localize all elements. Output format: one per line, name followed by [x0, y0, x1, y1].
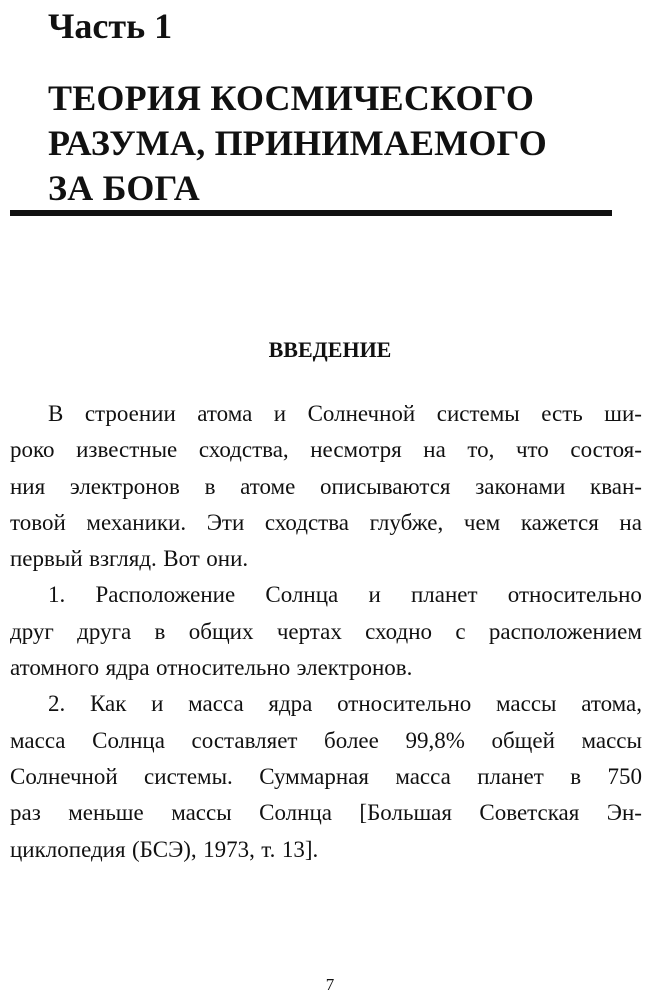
word: меньше	[68, 800, 144, 826]
part-title-line: ТЕОРИЯ КОСМИЧЕСКОГО	[48, 78, 535, 118]
text-line	[10, 505, 642, 541]
word: атомного	[10, 655, 100, 681]
word: Эн-	[606, 800, 642, 826]
word: на	[423, 437, 446, 463]
text-line	[10, 650, 642, 686]
word: друг	[10, 618, 54, 644]
text-line	[10, 541, 642, 577]
text-line	[10, 432, 642, 468]
part-title-line: РАЗУМА, ПРИНИМАЕМОГО	[48, 123, 547, 163]
word: В	[48, 401, 64, 426]
word: Солнечной	[10, 763, 118, 789]
word: взгляд.	[89, 546, 157, 572]
word: более	[324, 727, 379, 753]
word: Солнца	[92, 727, 165, 753]
part-label: Часть 1	[48, 6, 173, 46]
word: атоме	[240, 473, 296, 499]
word: товой	[10, 509, 66, 535]
word: массы	[171, 800, 232, 826]
word: роко	[10, 437, 55, 463]
word: известные	[76, 437, 178, 463]
word: Советская	[479, 800, 580, 826]
word: несмотря	[310, 437, 402, 463]
word: Расположение	[95, 582, 236, 608]
word: с	[455, 618, 466, 644]
word: Солнца	[265, 582, 339, 608]
text-line	[10, 832, 642, 868]
word: относительно	[507, 582, 642, 608]
word: Солнца	[259, 800, 332, 826]
word: относительно	[156, 655, 291, 681]
text-line	[10, 614, 642, 650]
word: электронов	[69, 473, 180, 499]
word: строении	[84, 401, 176, 426]
text-line	[10, 396, 642, 432]
word: чем	[463, 509, 501, 535]
word: общей	[491, 727, 555, 753]
word: Вот	[163, 546, 200, 572]
word: что	[515, 437, 549, 463]
word: и	[273, 401, 287, 426]
word: 99,8%	[405, 727, 465, 753]
word: 13].	[281, 836, 319, 862]
word: сходно	[365, 618, 433, 644]
section-heading: ВВЕДЕНИЕ	[268, 337, 392, 362]
word: на	[619, 509, 642, 535]
word: ядра	[105, 655, 150, 681]
word: описываются	[319, 473, 451, 499]
page-number: 7	[325, 975, 335, 994]
word: и	[151, 691, 164, 717]
word: есть	[541, 401, 583, 426]
word: (БСЭ),	[132, 836, 197, 862]
word: массы	[581, 727, 642, 753]
word: законами	[475, 473, 566, 499]
word: Солнечной	[307, 401, 416, 426]
word: массы	[496, 691, 557, 717]
word: [Большая	[359, 800, 452, 826]
word: 1.	[48, 582, 66, 608]
part-title-line: ЗА БОГА	[48, 168, 200, 208]
text-line	[10, 723, 642, 759]
word: ния	[10, 473, 46, 499]
word: и	[368, 582, 381, 608]
word: планет	[410, 582, 478, 608]
word: состоя-	[570, 437, 642, 463]
word: в	[154, 618, 166, 644]
word: сходства	[264, 509, 349, 535]
word: системы	[436, 401, 520, 426]
word: т.	[261, 836, 276, 862]
word: они.	[206, 546, 249, 572]
word: друга	[77, 618, 132, 644]
word: масса	[10, 727, 66, 753]
text-line	[10, 759, 642, 795]
part-title	[48, 76, 547, 211]
word: 1973,	[203, 836, 255, 862]
word: электронов.	[296, 655, 413, 681]
text-line	[10, 795, 642, 831]
word: 750	[607, 763, 642, 789]
word: планет	[477, 763, 544, 789]
word: Эти	[206, 509, 245, 535]
word: глубже,	[369, 509, 444, 535]
word: кажется	[520, 509, 599, 535]
word: атома	[197, 401, 253, 426]
body-text	[10, 396, 642, 868]
word: Суммарная	[259, 763, 369, 789]
word: первый	[10, 546, 83, 572]
word: масса	[188, 691, 244, 717]
word: составляет	[191, 727, 298, 753]
text-line	[10, 469, 642, 505]
text-line	[10, 577, 642, 613]
word: кван-	[590, 473, 642, 499]
word: циклопедия	[10, 836, 126, 862]
word: 2.	[48, 691, 66, 717]
text-line	[10, 686, 642, 722]
word: расположением	[488, 618, 642, 644]
word: масса	[395, 763, 451, 789]
word: атома,	[581, 691, 642, 717]
word: в	[570, 763, 582, 789]
word: относительно	[337, 691, 472, 717]
word: Как	[89, 691, 127, 717]
word: в	[204, 473, 216, 499]
word: сходства,	[198, 437, 289, 463]
word: то,	[467, 437, 495, 463]
word: ши-	[604, 401, 642, 426]
word: общих	[188, 618, 254, 644]
word: механики.	[86, 509, 187, 535]
word: чертах	[276, 618, 342, 644]
word: раз	[10, 800, 41, 826]
title-divider	[10, 210, 612, 216]
word: ядра	[268, 691, 313, 717]
word: системы.	[144, 763, 233, 789]
